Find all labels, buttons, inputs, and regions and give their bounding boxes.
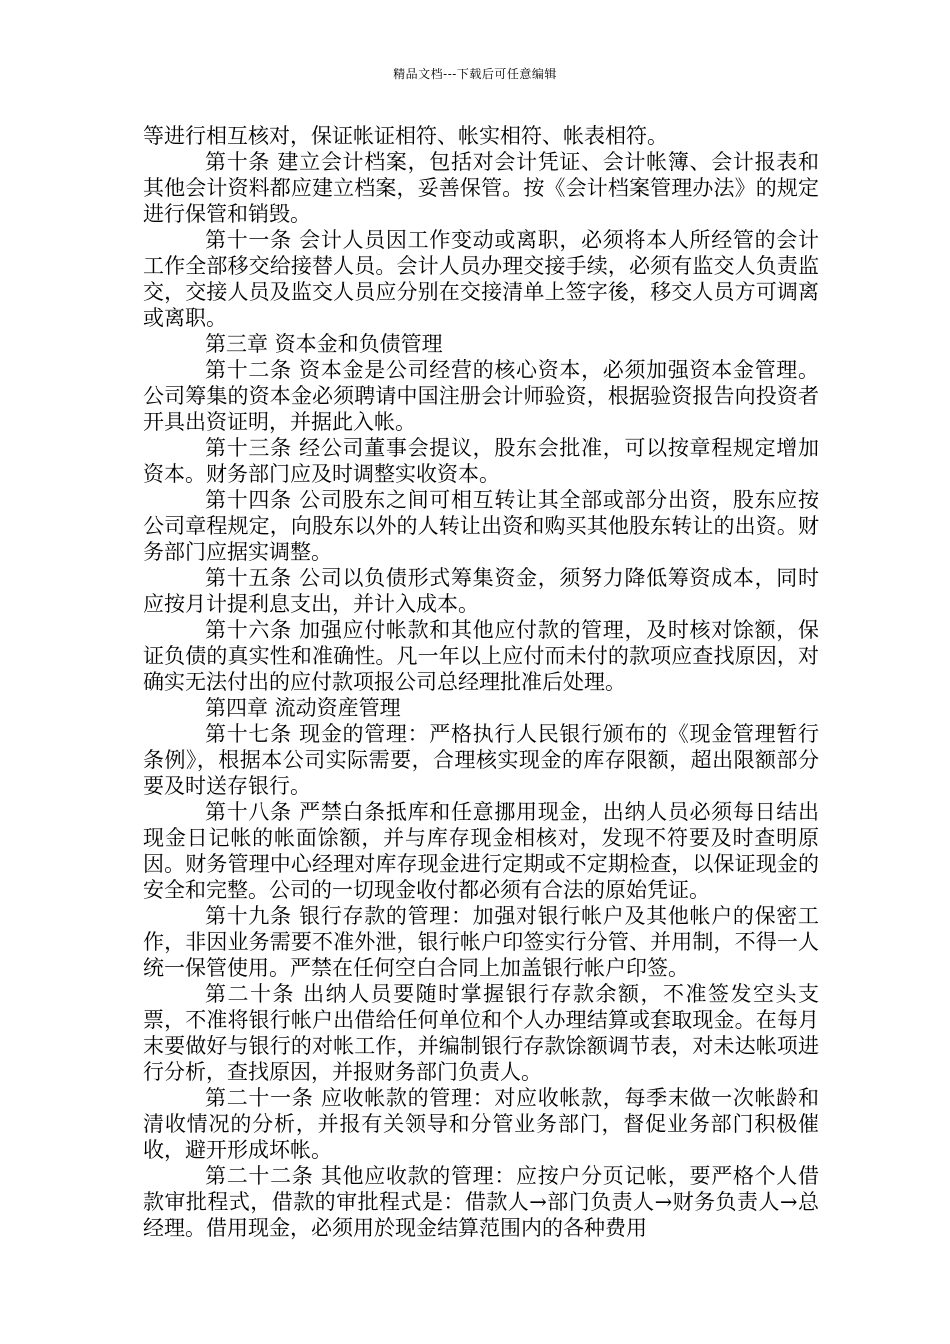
paragraph: 第十四条 公司股东之间可相互转让其全部或部分出资，股东应按公司章程规定，向股东以外的人转让出资和购买其他股东转让的出资。财务部门应据实调整。 xyxy=(143,488,819,564)
paragraph: 第二十二条 其他应收款的管理：应按户分页记帐，要严格个人借款审批程式，借款的审批程式是：借款人→部门负责人→财务负责人→总经理。借用现金，必须用於现金结算范围内的各种费用 xyxy=(143,1164,819,1240)
paragraph: 第十九条 银行存款的管理：加强对银行帐户及其他帐户的保密工作，非因业务需要不准外泄，银行帐户印签实行分管、并用制，不得一人统一保管使用。严禁在任何空白合同上加盖银行帐户印签。 xyxy=(143,904,819,980)
paragraph: 第十三条 经公司董事会提议，股东会批准，可以按章程规定增加资本。财务部门应及时调整实收资本。 xyxy=(143,436,819,486)
paragraph: 第二十一条 应收帐款的管理：对应收帐款，每季末做一次帐龄和清收情况的分析，并报有关领导和分管业务部门，督促业务部门积极催收，避开形成坏帐。 xyxy=(143,1086,819,1162)
paragraph: 第十一条 会计人员因工作变动或离职，必须将本人所经管的会计工作全部移交给接替人员。会计人员办理交接手续，必须有监交人负责监交，交接人员及监交人员应分别在交接清单上签字後，移交人员方可调离或离职。 xyxy=(143,228,819,330)
document-body xyxy=(143,123,819,1241)
paragraph: 第十八条 严禁白条抵库和任意挪用现金，出纳人员必须每日结出现金日记帐的帐面馀额，并与库存现金相核对，发现不符要及时查明原因。财务管理中心经理对库存现金进行定期或不定期检查，以保证现金的安全和完整。公司的一切现金收付都必须有合法的原始凭证。 xyxy=(143,800,819,902)
chapter-heading: 第三章 资本金和负债管理 xyxy=(205,332,443,356)
paragraph: 第十二条 资本金是公司经营的核心资本，必须加强资本金管理。公司筹集的资本金必须聘请中国注册会计师验资，根据验资报告向投资者开具出资证明，并据此入帐。 xyxy=(143,358,819,434)
paragraph: 第十六条 加强应付帐款和其他应付款的管理，及时核对馀额，保证负债的真实性和准确性。凡一年以上应付而未付的款项应查找原因，对确实无法付出的应付款项报公司总经理批准后处理。 xyxy=(143,618,819,694)
page-header: 精品文档---下载后可任意编辑 xyxy=(393,67,557,81)
paragraph: 第二十条 出纳人员要随时掌握银行存款余额，不准签发空头支票，不准将银行帐户出借给任何单位和个人办理结算或套取现金。在每月末要做好与银行的对帐工作，并编制银行存款馀额调节表，对未达帐项进行分析，查找原因，并报财务部门负责人。 xyxy=(143,982,819,1084)
paragraph: 第十五条 公司以负债形式筹集资金，须努力降低筹资成本，同时应按月计提利息支出，并计入成本。 xyxy=(143,566,819,616)
paragraph: 第十七条 现金的管理：严格执行人民银行颁布的《现金管理暂行条例》，根据本公司实际需要，合理核实现金的库存限额，超出限额部分要及时送存银行。 xyxy=(143,722,819,798)
paragraph: 第十条 建立会计档案，包括对会计凭证、会计帐簿、会计报表和其他会计资料都应建立档案，妥善保管。按《会计档案管理办法》的规定进行保管和销毁。 xyxy=(143,150,819,226)
chapter-heading: 第四章 流动资産管理 xyxy=(205,696,401,720)
paragraph: 等进行相互核对，保证帐证相符、帐实相符、帐表相符。 xyxy=(143,124,668,148)
